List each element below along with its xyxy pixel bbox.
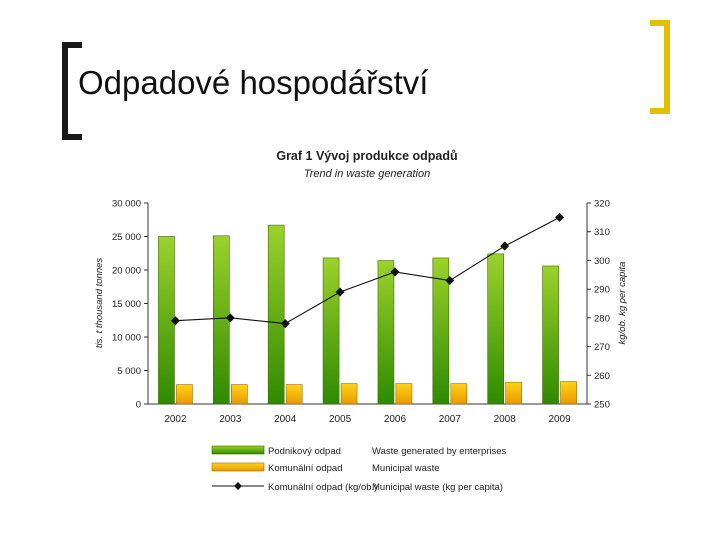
bar-municipal-waste: [286, 385, 302, 404]
legend-label-en: Municipal waste: [372, 463, 440, 474]
x-tick-label: 2002: [164, 414, 187, 425]
legend-label-cz: Podnikový odpad: [268, 446, 341, 457]
y-tick-label: 5 000: [117, 366, 141, 377]
y-tick-label: 25 000: [111, 232, 141, 243]
bar-enterprise-waste: [543, 266, 559, 404]
legend-label-en: Municipal waste (kg per capita): [372, 482, 503, 493]
y-axis-label: tis. t thousand tonnes: [94, 257, 105, 349]
bar-enterprise-waste: [213, 236, 229, 404]
legend-label-cz: Komunální odpad (kg/ob.): [268, 482, 378, 493]
x-tick-label: 2003: [219, 414, 242, 425]
x-tick-label: 2004: [274, 414, 297, 425]
bar-enterprise-waste: [323, 258, 339, 404]
legend-swatch-municipal: [212, 463, 264, 471]
y-tick-label: 20 000: [111, 265, 141, 277]
legend-swatch-enterprise: [212, 446, 264, 454]
legend-label-cz: Komunální odpad: [268, 463, 343, 474]
bar-municipal-waste: [561, 382, 577, 404]
x-tick-label: 2009: [548, 414, 571, 425]
bar-enterprise-waste: [378, 261, 394, 404]
line-marker: [555, 213, 564, 222]
bar-municipal-waste: [231, 385, 247, 404]
x-tick-label: 2005: [328, 414, 352, 425]
y2-tick-label: 250: [594, 399, 610, 411]
y-tick-label: 15 000: [111, 299, 141, 310]
bar-municipal-waste: [341, 384, 357, 404]
y2-tick-label: 310: [594, 227, 610, 239]
line-marker: [500, 242, 509, 251]
y2-tick-label: 320: [594, 198, 610, 210]
y2-tick-label: 300: [594, 255, 610, 267]
legend-line-marker: [234, 482, 242, 490]
x-tick-label: 2006: [383, 414, 407, 425]
legend-label-en: Waste generated by enterprises: [372, 446, 507, 457]
y2-tick-label: 280: [594, 313, 610, 325]
y-tick-label: 0: [135, 399, 141, 411]
bar-enterprise-waste: [488, 254, 504, 404]
chart-subtitle: Trend in waste generation: [303, 168, 431, 180]
bar-municipal-waste: [506, 382, 522, 404]
bar-enterprise-waste: [268, 225, 284, 404]
chart-title: Graf 1 Vývoj produkce odpadů: [276, 149, 458, 163]
y2-axis-label: kg/ob. kg per capita: [617, 261, 628, 345]
x-tick-label: 2007: [438, 414, 461, 425]
y2-tick-label: 290: [594, 284, 610, 296]
y-tick-label: 30 000: [111, 198, 141, 210]
x-tick-label: 2008: [493, 414, 516, 425]
slide-title: Odpadové hospodářství: [78, 64, 429, 101]
bar-municipal-waste: [396, 384, 412, 404]
y2-tick-label: 270: [594, 342, 610, 354]
y2-tick-label: 260: [594, 370, 610, 382]
bar-municipal-waste: [451, 384, 467, 404]
y-tick-label: 10 000: [111, 332, 141, 344]
bar-municipal-waste: [176, 385, 192, 404]
